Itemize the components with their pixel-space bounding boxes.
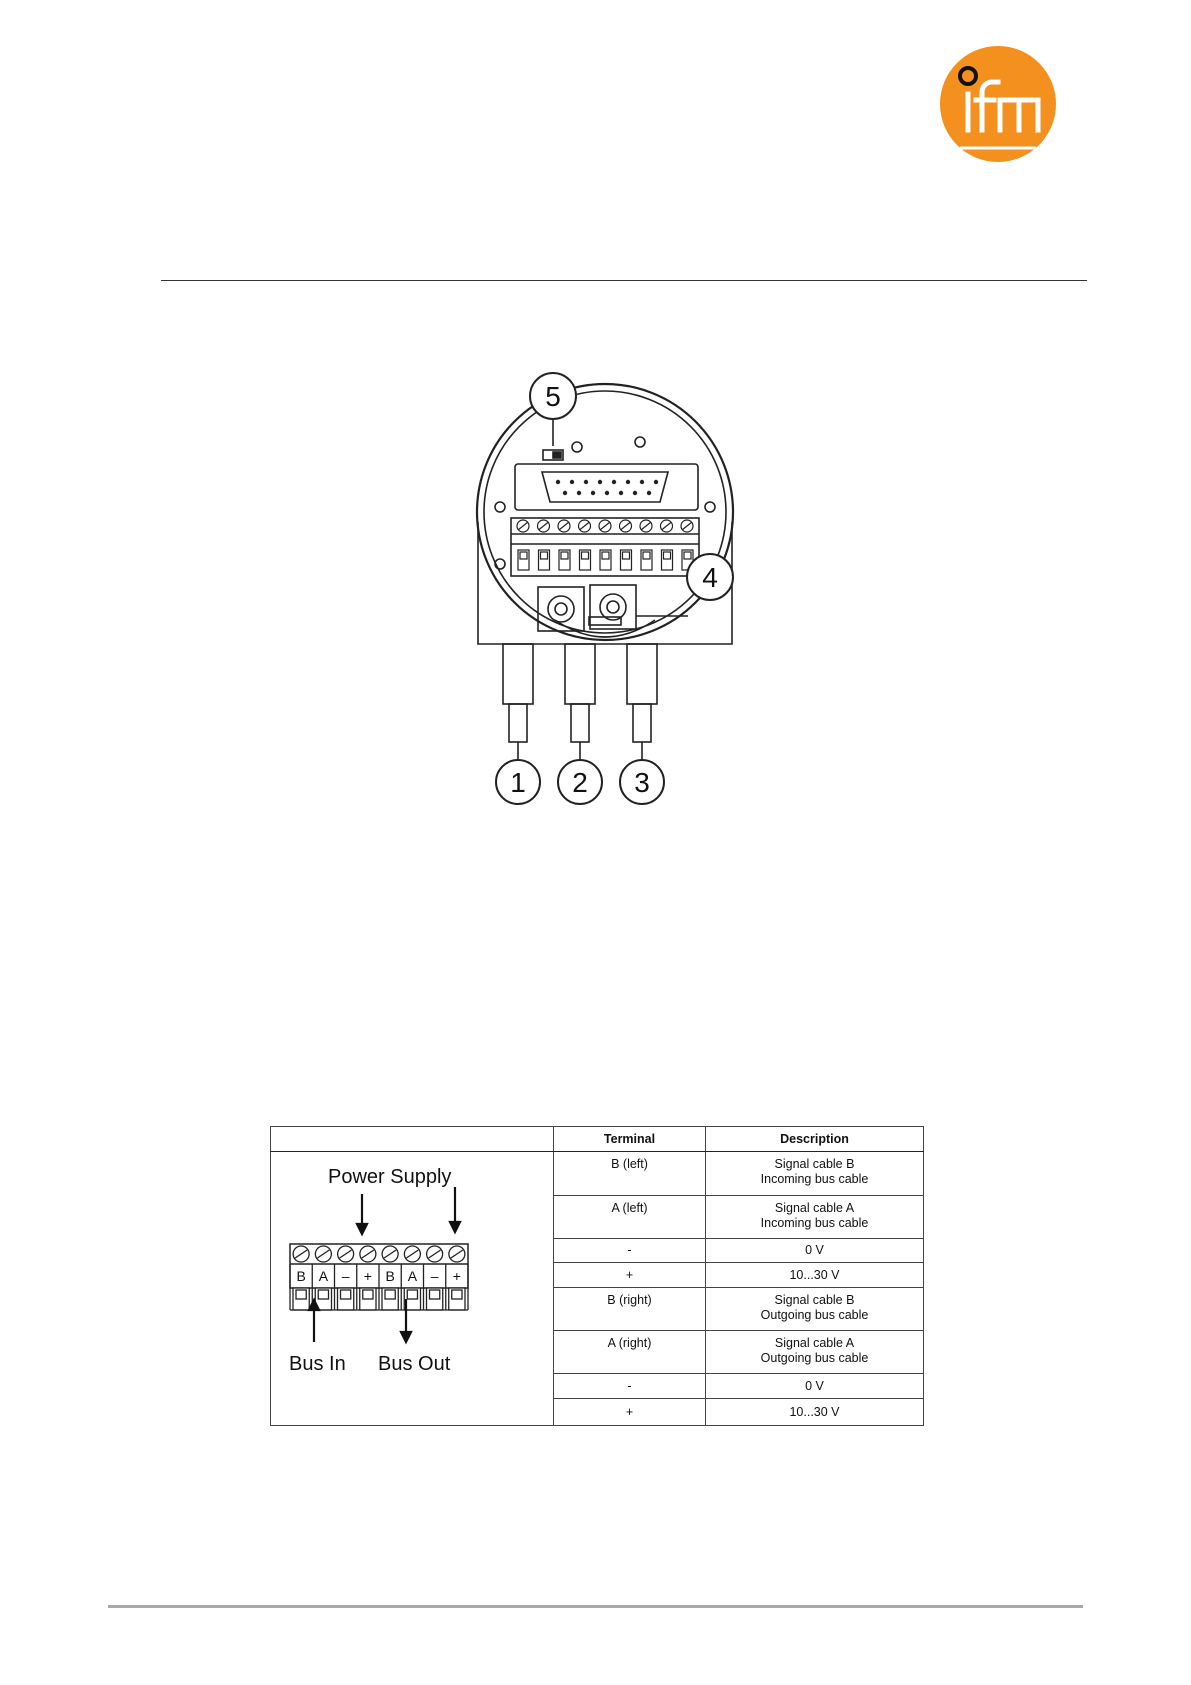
description-cell: 0 V bbox=[706, 1238, 924, 1263]
terminal-letter: B bbox=[296, 1268, 306, 1284]
description-cell: Signal cable B Incoming bus cable bbox=[706, 1152, 924, 1196]
terminal-cell: A (left) bbox=[554, 1195, 706, 1238]
power-supply-label: Power Supply bbox=[328, 1166, 452, 1188]
terminal-cell: A (right) bbox=[554, 1330, 706, 1373]
terminal-cell: + bbox=[554, 1399, 706, 1426]
header-rule bbox=[161, 280, 1087, 281]
terminal-cell: - bbox=[554, 1238, 706, 1263]
encoder-device-figure bbox=[455, 372, 755, 806]
terminal-wiring-table bbox=[270, 1126, 924, 1426]
footer-rule bbox=[108, 1605, 1083, 1608]
description-cell: 10...30 V bbox=[706, 1263, 924, 1288]
terminal-cell: B (left) bbox=[554, 1152, 706, 1196]
callout-5: 5 bbox=[545, 381, 561, 412]
terminal-letter: A bbox=[407, 1268, 418, 1284]
terminal-letter: + bbox=[363, 1268, 372, 1284]
table-row bbox=[271, 1152, 924, 1196]
terminal-figure-cell bbox=[271, 1152, 554, 1426]
terminal-letter: – bbox=[430, 1268, 439, 1284]
terminal-letter: A bbox=[318, 1268, 329, 1284]
terminal-letter: B bbox=[385, 1268, 395, 1284]
svg-text:ifm: ifm bbox=[938, 44, 940, 45]
description-cell: 0 V bbox=[706, 1373, 924, 1399]
terminal-cell: - bbox=[554, 1373, 706, 1399]
figure-column-header bbox=[271, 1127, 554, 1152]
description-cell: Signal cable B Outgoing bus cable bbox=[706, 1287, 924, 1330]
description-cell: 10...30 V bbox=[706, 1399, 924, 1426]
description-cell: Signal cable A Outgoing bus cable bbox=[706, 1330, 924, 1373]
terminal-letter: + bbox=[452, 1268, 461, 1284]
description-cell: Signal cable A Incoming bus cable bbox=[706, 1195, 924, 1238]
bus-in-label: Bus In bbox=[289, 1353, 346, 1375]
callout-3: 3 bbox=[634, 767, 650, 798]
callout-4: 4 bbox=[702, 562, 718, 593]
terminal-column-header: Terminal bbox=[554, 1127, 706, 1152]
ifm-logo bbox=[938, 44, 1058, 164]
table-header-row bbox=[271, 1127, 924, 1152]
terminal-letter: – bbox=[341, 1268, 350, 1284]
terminal-cell: B (right) bbox=[554, 1287, 706, 1330]
terminal-block-figure bbox=[271, 1152, 552, 1428]
terminal-cell: + bbox=[554, 1263, 706, 1288]
logo-dot-icon bbox=[960, 68, 976, 84]
callout-2: 2 bbox=[572, 767, 588, 798]
callout-1: 1 bbox=[510, 767, 526, 798]
description-column-header: Description bbox=[706, 1127, 924, 1152]
bus-out-label: Bus Out bbox=[378, 1353, 451, 1375]
